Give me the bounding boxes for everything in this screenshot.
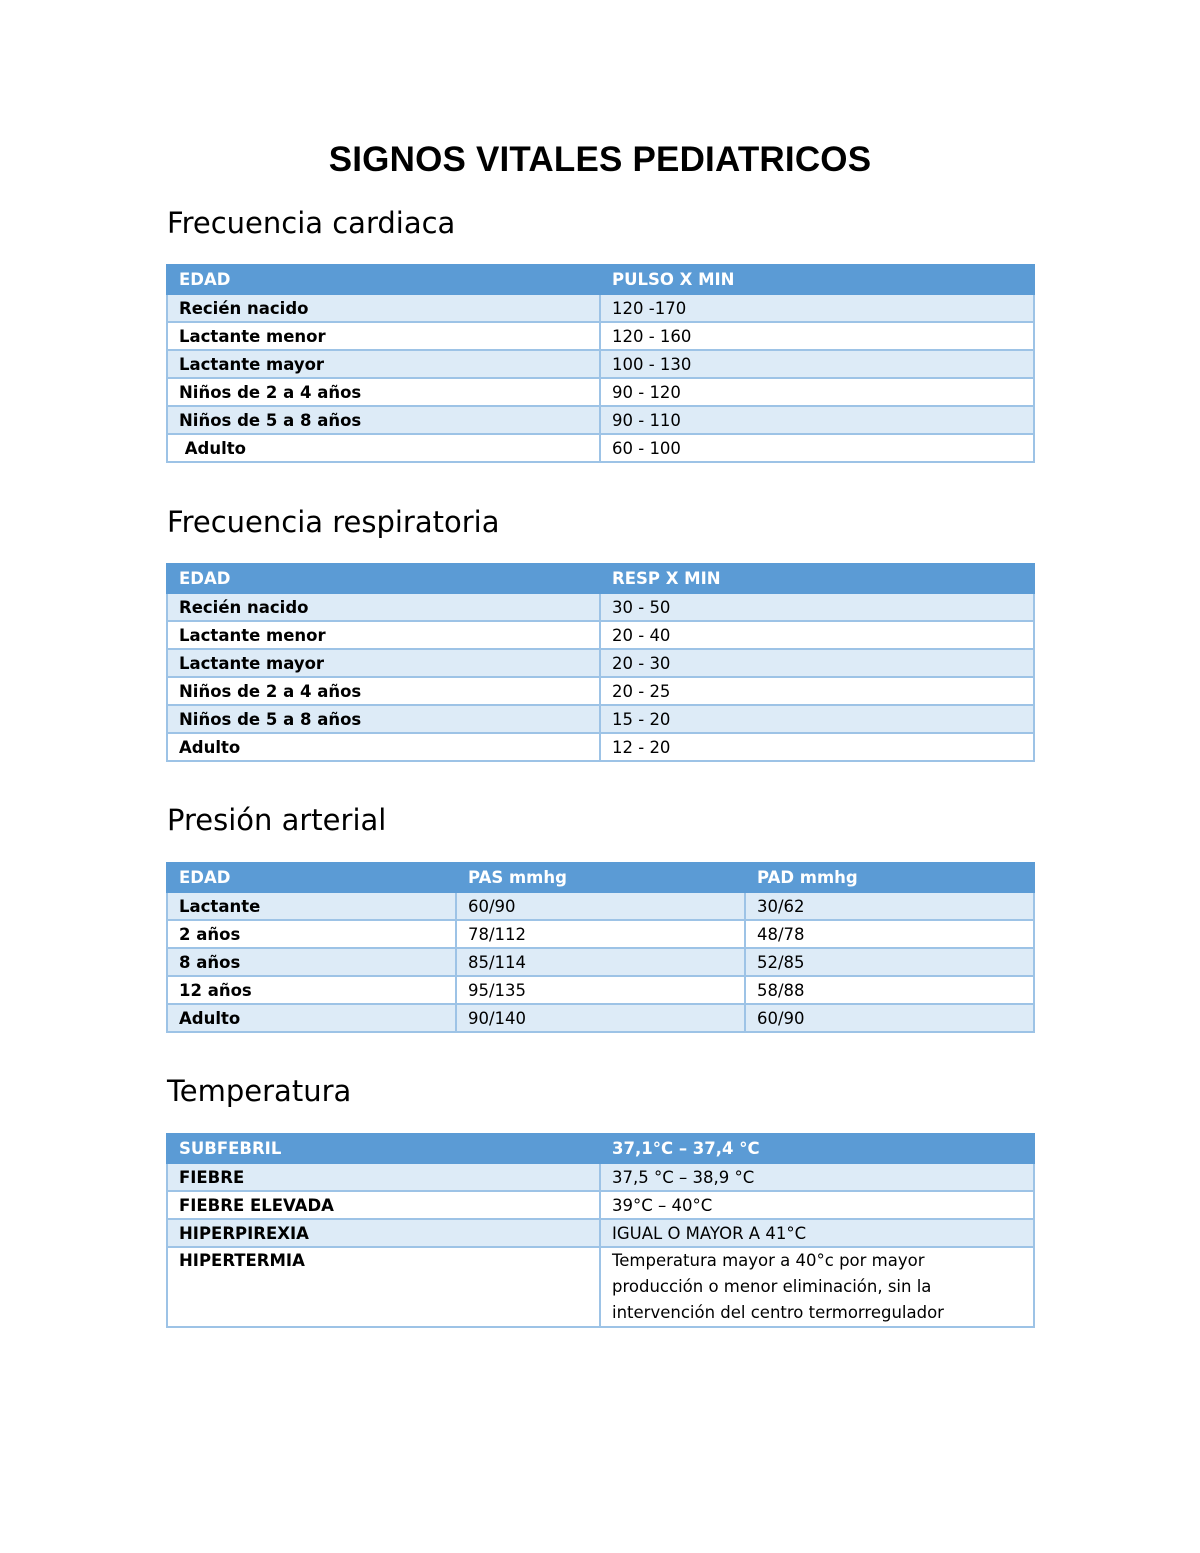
header-subfebril-range: 37,1°C – 37,4 °C (600, 1134, 1034, 1163)
row-label: Adulto (167, 434, 600, 462)
row-value: 20 - 30 (600, 649, 1034, 677)
row-label: Niños de 5 a 8 años (167, 705, 600, 733)
table-row (167, 1247, 1034, 1327)
row-value: 20 - 40 (600, 621, 1034, 649)
header-edad: EDAD (167, 564, 600, 593)
row-value: 37,5 °C – 38,9 °C (600, 1163, 1034, 1191)
row-pas: 85/114 (456, 948, 745, 976)
row-label: 12 años (167, 976, 456, 1004)
table-row (167, 920, 1034, 948)
table-row (167, 976, 1034, 1004)
row-label: Lactante (167, 892, 456, 920)
row-label: Adulto (167, 733, 600, 761)
heading-temperatura: Temperatura (167, 1074, 352, 1108)
row-label: Lactante menor (167, 621, 600, 649)
header-pad: PAD mmhg (745, 863, 1034, 892)
row-label: Lactante mayor (167, 350, 600, 378)
row-label: Lactante menor (167, 322, 600, 350)
row-pas: 78/112 (456, 920, 745, 948)
row-value: 12 - 20 (600, 733, 1034, 761)
row-value: 39°C – 40°C (600, 1191, 1034, 1219)
table-row (167, 322, 1034, 350)
row-value: 20 - 25 (600, 677, 1034, 705)
row-label: Niños de 2 a 4 años (167, 677, 600, 705)
row-value: Temperatura mayor a 40°c por mayor producción o menor eliminación, sin la intervención del centro termorregulador (600, 1247, 1034, 1327)
row-value: 120 -170 (600, 294, 1034, 322)
heading-presion-arterial: Presión arterial (167, 803, 387, 837)
row-label: 2 años (167, 920, 456, 948)
header-edad: EDAD (167, 265, 600, 294)
table-row (167, 350, 1034, 378)
row-value: 90 - 110 (600, 406, 1034, 434)
row-value: 100 - 130 (600, 350, 1034, 378)
row-label: Adulto (167, 1004, 456, 1032)
row-value: 30 - 50 (600, 593, 1034, 621)
row-pas: 60/90 (456, 892, 745, 920)
row-pas: 95/135 (456, 976, 745, 1004)
table-row (167, 649, 1034, 677)
row-value: 60 - 100 (600, 434, 1034, 462)
row-label: FIEBRE (167, 1163, 600, 1191)
table-row (167, 1163, 1034, 1191)
table-header-row (167, 1134, 1034, 1163)
row-pad: 52/85 (745, 948, 1034, 976)
header-pulso: PULSO X MIN (600, 265, 1034, 294)
row-pas: 90/140 (456, 1004, 745, 1032)
table-header-row (167, 564, 1034, 593)
header-edad: EDAD (167, 863, 456, 892)
row-label: HIPERTERMIA (167, 1247, 600, 1327)
table-row (167, 1191, 1034, 1219)
row-value: 15 - 20 (600, 705, 1034, 733)
header-resp: RESP X MIN (600, 564, 1034, 593)
table-row (167, 892, 1034, 920)
row-label: Niños de 5 a 8 años (167, 406, 600, 434)
header-pas: PAS mmhg (456, 863, 745, 892)
row-label: HIPERPIREXIA (167, 1219, 600, 1247)
table-row (167, 733, 1034, 761)
table-row (167, 378, 1034, 406)
row-value: 120 - 160 (600, 322, 1034, 350)
row-label: Recién nacido (167, 294, 600, 322)
header-subfebril: SUBFEBRIL (167, 1134, 600, 1163)
table-header-row (167, 863, 1034, 892)
row-label: FIEBRE ELEVADA (167, 1191, 600, 1219)
row-pad: 58/88 (745, 976, 1034, 1004)
row-pad: 60/90 (745, 1004, 1034, 1032)
heading-frecuencia-respiratoria: Frecuencia respiratoria (167, 505, 500, 539)
table-row (167, 406, 1034, 434)
table-header-row (167, 265, 1034, 294)
table-row (167, 294, 1034, 322)
page-title: SIGNOS VITALES PEDIATRICOS (328, 140, 872, 179)
table-presion-arterial (166, 862, 1035, 1033)
table-row (167, 948, 1034, 976)
row-label: Lactante mayor (167, 649, 600, 677)
table-row (167, 1219, 1034, 1247)
row-label: Recién nacido (167, 593, 600, 621)
heading-frecuencia-cardiaca: Frecuencia cardiaca (167, 206, 456, 240)
row-value: 90 - 120 (600, 378, 1034, 406)
table-row (167, 621, 1034, 649)
table-row (167, 677, 1034, 705)
table-row (167, 434, 1034, 462)
table-row (167, 1004, 1034, 1032)
row-pad: 30/62 (745, 892, 1034, 920)
table-row (167, 593, 1034, 621)
row-label: Niños de 2 a 4 años (167, 378, 600, 406)
table-frecuencia-respiratoria (166, 563, 1035, 762)
table-temperatura (166, 1133, 1035, 1328)
row-label: 8 años (167, 948, 456, 976)
row-value: IGUAL O MAYOR A 41°C (600, 1219, 1034, 1247)
table-row (167, 705, 1034, 733)
table-frecuencia-cardiaca (166, 264, 1035, 463)
row-pad: 48/78 (745, 920, 1034, 948)
